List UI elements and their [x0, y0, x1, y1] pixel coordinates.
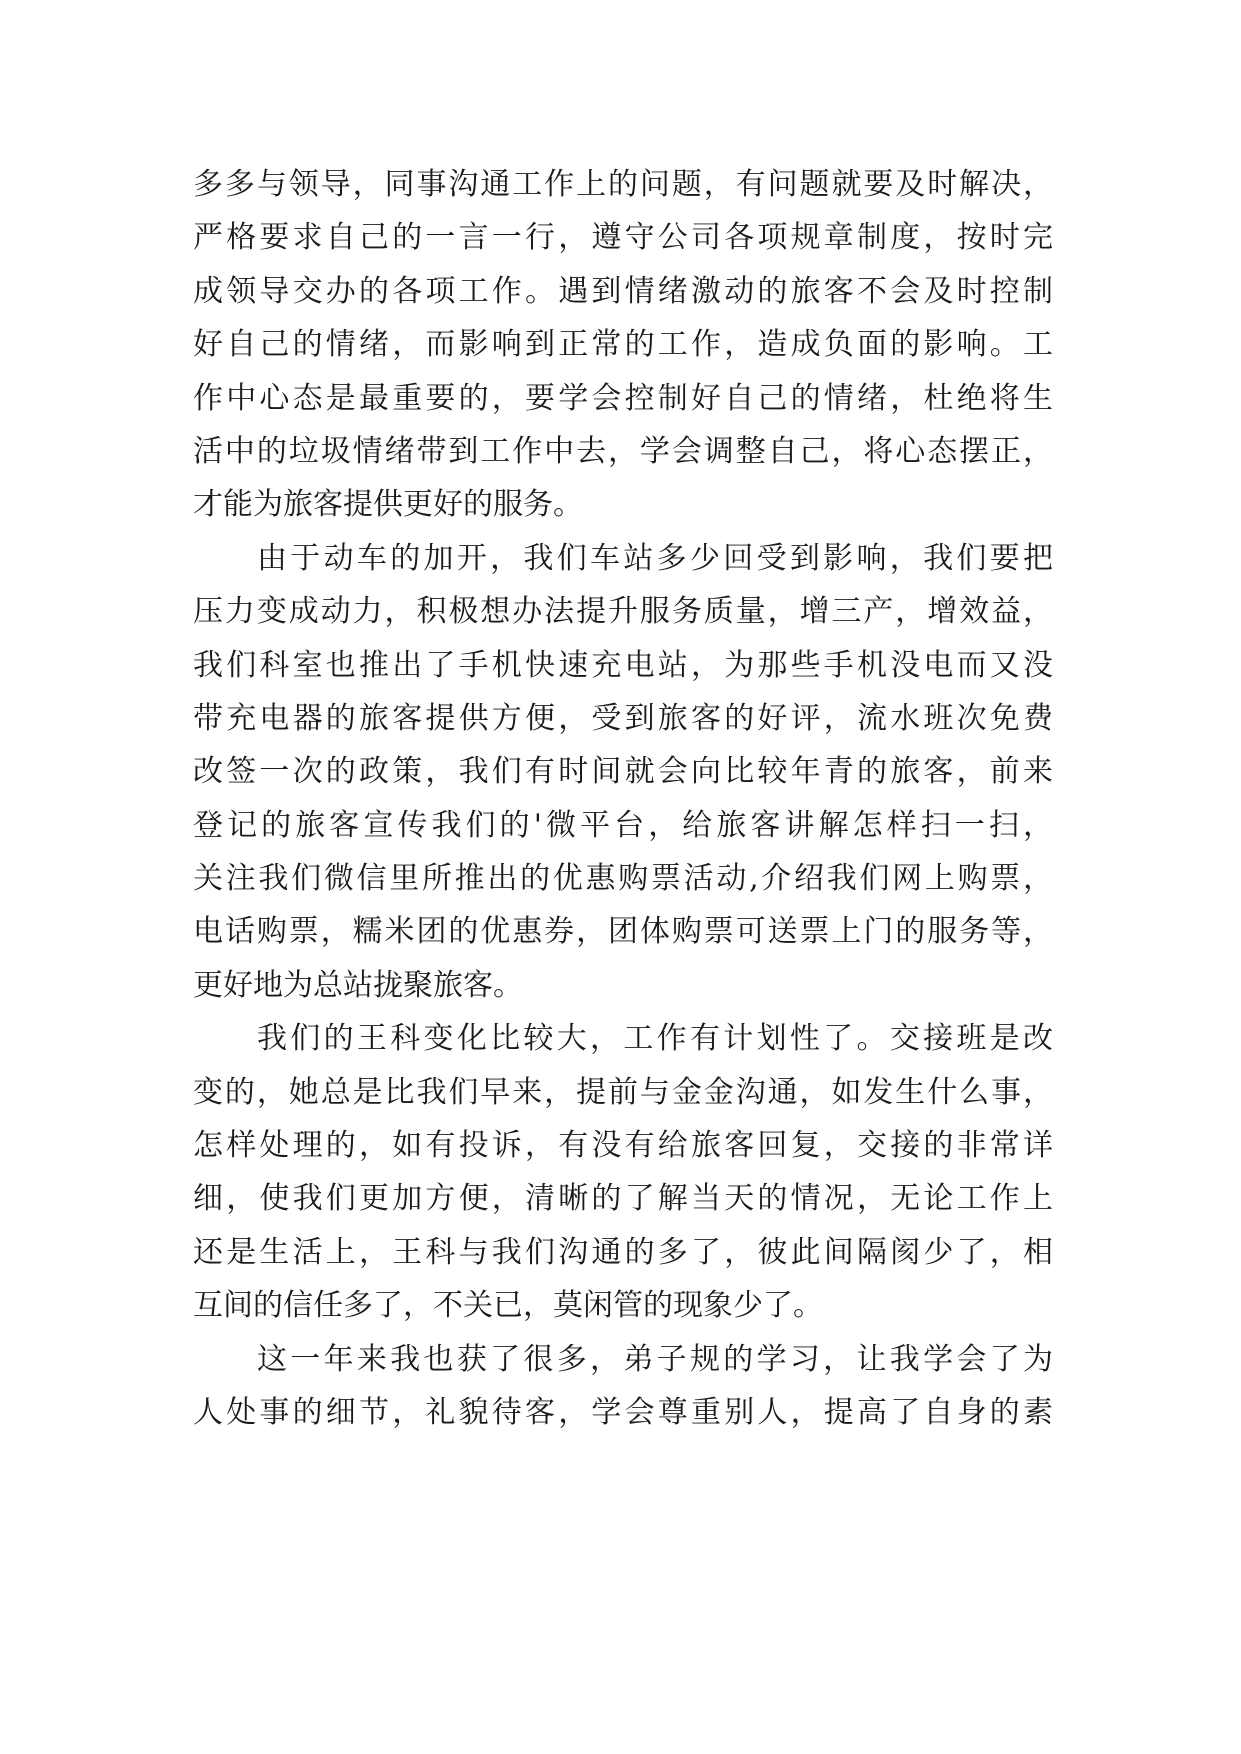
paragraph-1-line-1: 多多与领导，同事沟通工作上的问题，有问题就要及时解决， [193, 167, 1053, 202]
document-body [193, 158, 1053, 1439]
paragraph-1-line-5: 作中心态是最重要的，要学会控制好自己的情绪，杜绝将生 [193, 380, 1053, 416]
paragraph-1-line-7: 才能为旅客提供更好的服务。 [193, 487, 583, 523]
paragraph-2-line-9: 更好地为总站拢聚旅客。 [193, 967, 523, 1003]
paragraph-2-line-3: 我们科室也推出了手机快速充电站，为那些手机没电而又没 [193, 647, 1053, 683]
paragraph-3-line-6: 互间的信任多了，不关已，莫闲管的现象少了。 [193, 1288, 823, 1324]
paragraph-3-line-3: 怎样处理的，如有投诉，有没有给旅客回复，交接的非常详 [193, 1128, 1053, 1164]
paragraph-1-line-4: 好自己的情绪，而影响到正常的工作，造成负面的影响。工 [193, 327, 1053, 363]
paragraph-3-line-5: 还是生活上，王科与我们沟通的多了，彼此间隔阂少了，相 [193, 1234, 1053, 1270]
paragraph-3-line-1: 我们的王科变化比较大，工作有计划性了。交接班是改 [257, 1021, 1053, 1057]
paragraph-2-line-4: 带充电器的旅客提供方便，受到旅客的好评，流水班次免费 [193, 700, 1053, 736]
paragraph-1-line-6: 活中的垃圾情绪带到工作中去，学会调整自己，将心态摆正， [193, 433, 1053, 469]
paragraph-2-line-7: 关注我们微信里所推出的优惠购票活动,介绍我们网上购票， [193, 861, 1053, 897]
paragraph-4-line-1: 这一年来我也获了很多，弟子规的学习，让我学会了为 [257, 1341, 1053, 1377]
paragraph-3-line-4: 细，使我们更加方便，清晰的了解当天的情况，无论工作上 [193, 1181, 1053, 1217]
paragraph-2-line-6: 登记的旅客宣传我们的'微平台，给旅客讲解怎样扫一扫， [193, 807, 1053, 843]
paragraph-4-line-2: 人处事的细节，礼貌待客，学会尊重别人，提高了自身的素 [193, 1394, 1053, 1430]
paragraph-2-line-5: 改签一次的政策，我们有时间就会向比较年青的旅客，前来 [193, 754, 1053, 790]
paragraph-3-line-2: 变的，她总是比我们早来，提前与金金沟通，如发生什么事， [193, 1074, 1053, 1110]
paragraph-2-line-2: 压力变成动力，积极想办法提升服务质量，增三产，增效益， [193, 594, 1053, 630]
paragraph-1-line-2: 严格要求自己的一言一行，遵守公司各项规章制度，按时完 [193, 220, 1053, 256]
paragraph-1-line-3: 成领导交办的各项工作。遇到情绪激动的旅客不会及时控制 [193, 273, 1053, 309]
paragraph-2-line-1: 由于动车的加开，我们车站多少回受到影响，我们要把 [257, 540, 1053, 576]
paragraph-2-line-8: 电话购票，糯米团的优惠券，团体购票可送票上门的服务等， [193, 914, 1053, 950]
